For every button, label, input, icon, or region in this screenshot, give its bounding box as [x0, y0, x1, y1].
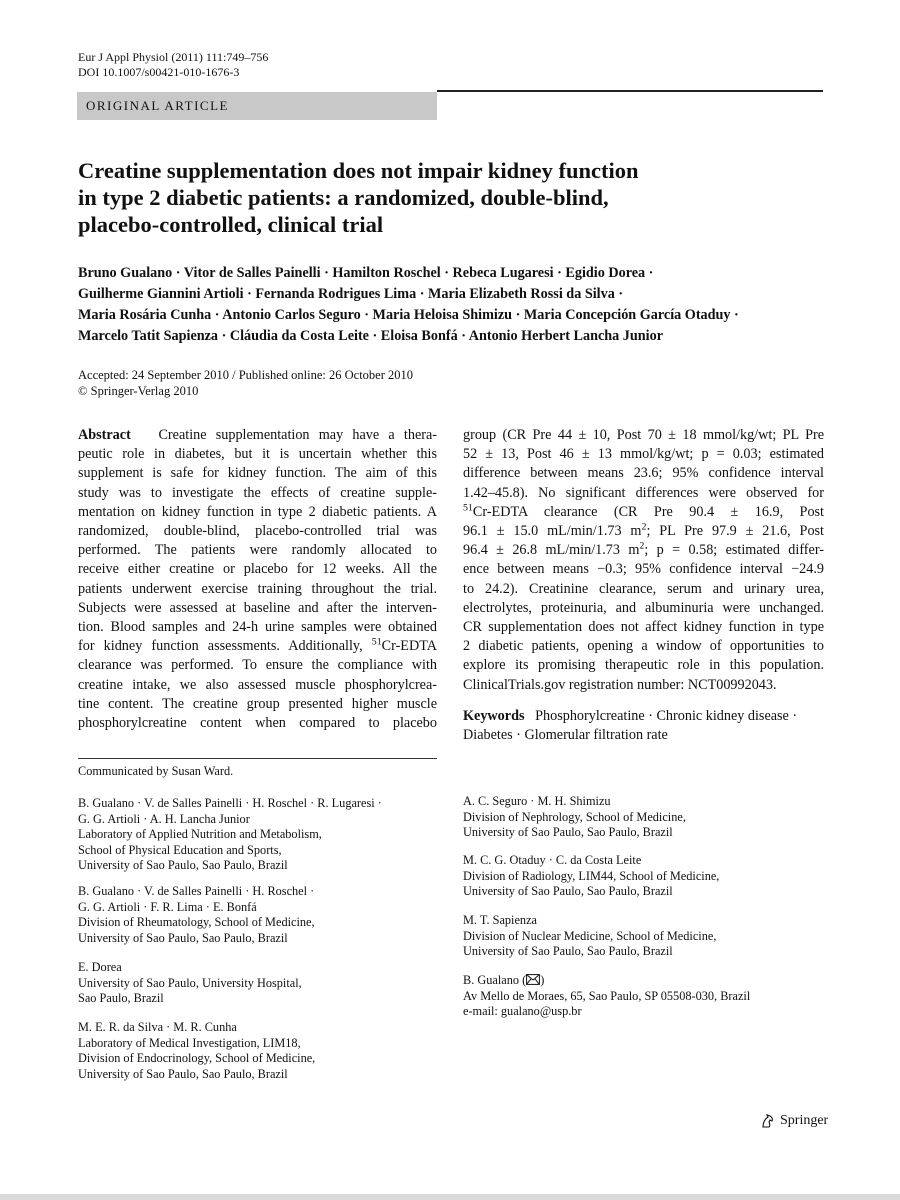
publisher-name: Springer: [780, 1113, 829, 1128]
footnote-rule: [78, 758, 437, 759]
abstract-line: ence between means −0.3; 95% confidence interval −24.9: [463, 561, 824, 578]
page-bottom-bar: [0, 1194, 900, 1200]
communicated-by: Communicated by Susan Ward.: [78, 764, 234, 778]
abstract-line: phosphorylcreatine content when compared to placebo: [78, 715, 437, 732]
abstract-line: Subjects were assessed at baseline and after the interven-: [78, 599, 437, 616]
title-line: Creatine supplementation does not impair kidney function: [78, 158, 639, 183]
affiliation-block: B. Gualano · V. de Salles Painelli · H. Roschel · R. Lugaresi · G. G. Artioli · A. H. Lancha Junior Laboratory of Applied Nutrition and Metabolism, School of Physical Education and Sports, University of Sao Paulo, Sao Paulo, Brazil: [78, 796, 382, 872]
affiliation-block: M. C. G. Otaduy · C. da Costa Leite Division of Radiology, LIM44, School of Medicine, University of Sao Paulo, Sao Paulo, Brazil: [463, 853, 720, 898]
copyright: © Springer-Verlag 2010: [78, 384, 199, 398]
abstract-line: difference between means 23.6; 95% confidence interval: [463, 465, 824, 482]
header-rule: [437, 90, 823, 92]
corresponding-author: B. Gualano ( ) Av Mello de Moraes, 65, Sao Paulo, SP 05508-030, Brazil e-mail: gualano@usp.br: [463, 973, 751, 1018]
abstract-line: 96.1 ± 15.0 mL/min/1.73 $m^2$; PL Pre 97.9 ± 21.6, Post: [463, 521, 824, 540]
abstract-line: patients underwent exercise training throughout the trial.: [78, 580, 437, 597]
keywords-line: Phosphorylcreatine · Chronic kidney disease ·: [535, 708, 798, 724]
author-line: Marcelo Tatit Sapienza · Cláudia da Costa Leite · Eloisa Bonfá · Antonio Herbert Lancha Junior: [78, 328, 664, 344]
affiliation-block: A. C. Seguro · M. H. Shimizu Division of Nephrology, School of Medicine, University of Sao Paulo, Sao Paulo, Brazil: [463, 794, 686, 839]
affiliation-block: M. T. Sapienza Division of Nuclear Medicine, School of Medicine, University of Sao Paulo, Sao Paulo, Brazil: [463, 913, 717, 958]
keywords: [463, 707, 824, 745]
abstract-line: group (CR Pre 44 ± 10, Post 70 ± 18 mmol/kg/wt; PL Pre: [463, 427, 824, 443]
abstract-line: performed. The patients were randomly allocated to: [78, 542, 437, 559]
abstract-line: peutic role in diabetes, but it is uncertain whether this: [78, 446, 437, 463]
abstract-line: electrolytes, proteinuria, and albuminuria were unchanged.: [463, 599, 824, 616]
abstract-line: to 24.2). Creatinine clearance, serum and urinary urea,: [463, 580, 824, 597]
abstract-line: for kidney function assessments. Additionally, $^{51}$Cr-EDTA: [78, 636, 437, 655]
abstract-line: CR supplementation does not affect kidney function in type: [463, 619, 824, 636]
section-label: ORIGINAL ARTICLE: [77, 92, 437, 120]
keywords-line: Diabetes · Glomerular filtration rate: [463, 727, 668, 744]
abstract-line: mentation on kidney function in type 2 diabetic patients. A: [78, 503, 437, 520]
abstract-line: creatine intake, we also assessed muscle phosphorylcrea-: [78, 676, 437, 693]
journal-line: Eur J Appl Physiol (2011) 111:749–756: [78, 50, 269, 64]
abstract-line: study was to investigate the effects of creatine supple-: [78, 484, 437, 501]
abstract-line: tine content. The creatine group presented higher muscle: [78, 695, 437, 712]
publication-dates: [78, 367, 413, 399]
springer-horse-icon: [760, 1113, 776, 1129]
abstract-line: tion. Blood samples and 24-h urine samples were obtained: [78, 619, 437, 636]
abstract-line: receive either creatine or placebo for 12 weeks. All the: [78, 561, 437, 578]
keywords-heading: Keywords: [463, 708, 525, 724]
paper-title: [78, 157, 778, 238]
envelope-icon: [526, 974, 540, 985]
abstract-line: Abstract Creatine supplementation may have a thera-: [78, 427, 437, 443]
abstract-line: $^{51}$Cr-EDTA clearance (CR Pre 90.4 ± 16.9, Post: [463, 502, 824, 520]
doi-line: DOI 10.1007/s00421-010-1676-3: [78, 65, 240, 79]
abstract-line: 2 diabetic patients, opening a window of opportunities to: [463, 638, 824, 655]
affiliation-block: E. Dorea University of Sao Paulo, University Hospital, Sao Paulo, Brazil: [78, 960, 302, 1005]
corresponding-email[interactable]: e-mail: gualano@usp.br: [463, 1004, 582, 1018]
abstract-line: 96.4 ± 26.8 mL/min/1.73 $m^2$; p = 0.58; estimated differ-: [463, 540, 824, 559]
abstract-line: explore its promising therapeutic role in this population.: [463, 657, 824, 674]
abstract-line: randomized, double-blind, placebo-controlled trial was: [78, 523, 437, 540]
affiliation-block: M. E. R. da Silva · M. R. Cunha Laboratory of Medical Investigation, LIM18, Division of Endocrinology, School of Medicine, University of Sao Paulo, Sao Paulo, Brazil: [78, 1020, 316, 1081]
journal-citation: [78, 50, 268, 80]
abstract-right-column: [463, 426, 824, 695]
author-line: Guilherme Giannini Artioli · Fernanda Rodrigues Lima · Maria Elizabeth Rossi da Silva ·: [78, 286, 624, 302]
affiliation-block: B. Gualano · V. de Salles Painelli · H. Roschel · G. G. Artioli · F. R. Lima · E. Bonfá Division of Rheumatology, School of Medicine, University of Sao Paulo, Sao Paulo, Brazil: [78, 884, 315, 945]
title-line: placebo-controlled, clinical trial: [78, 212, 384, 237]
author-line: Maria Rosária Cunha · Antonio Carlos Seguro · Maria Heloisa Shimizu · Maria Concepción García Otaduy ·: [78, 307, 739, 323]
abstract-line: 52 ± 13, Post 46 ± 13 mmol/kg/wt; p = 0.03; estimated: [463, 446, 824, 463]
corresponding-address: Av Mello de Moraes, 65, Sao Paulo, SP 05508-030, Brazil: [463, 988, 751, 1003]
abstract-line: 1.42–45.8). No significant differences were observed for: [463, 484, 824, 501]
title-line: in type 2 diabetic patients: a randomized, double-blind,: [78, 185, 609, 210]
author-list: [78, 263, 838, 347]
abstract-line: supplement is safe for kidney function. The aim of this: [78, 465, 437, 482]
author-line: Bruno Gualano · Vitor de Salles Painelli · Hamilton Roschel · Rebeca Lugaresi · Egidio Dorea ·: [78, 265, 654, 281]
abstract-line: clearance was performed. To ensure the compliance with: [78, 657, 437, 674]
abstract-heading: Abstract: [78, 427, 131, 443]
springer-logo: [760, 1113, 828, 1129]
abstract-left-column: [78, 426, 437, 733]
accepted-published: Accepted: 24 September 2010 / Published online: 26 October 2010: [78, 368, 414, 382]
abstract-line: ClinicalTrials.gov registration number: NCT00992043.: [463, 676, 777, 693]
